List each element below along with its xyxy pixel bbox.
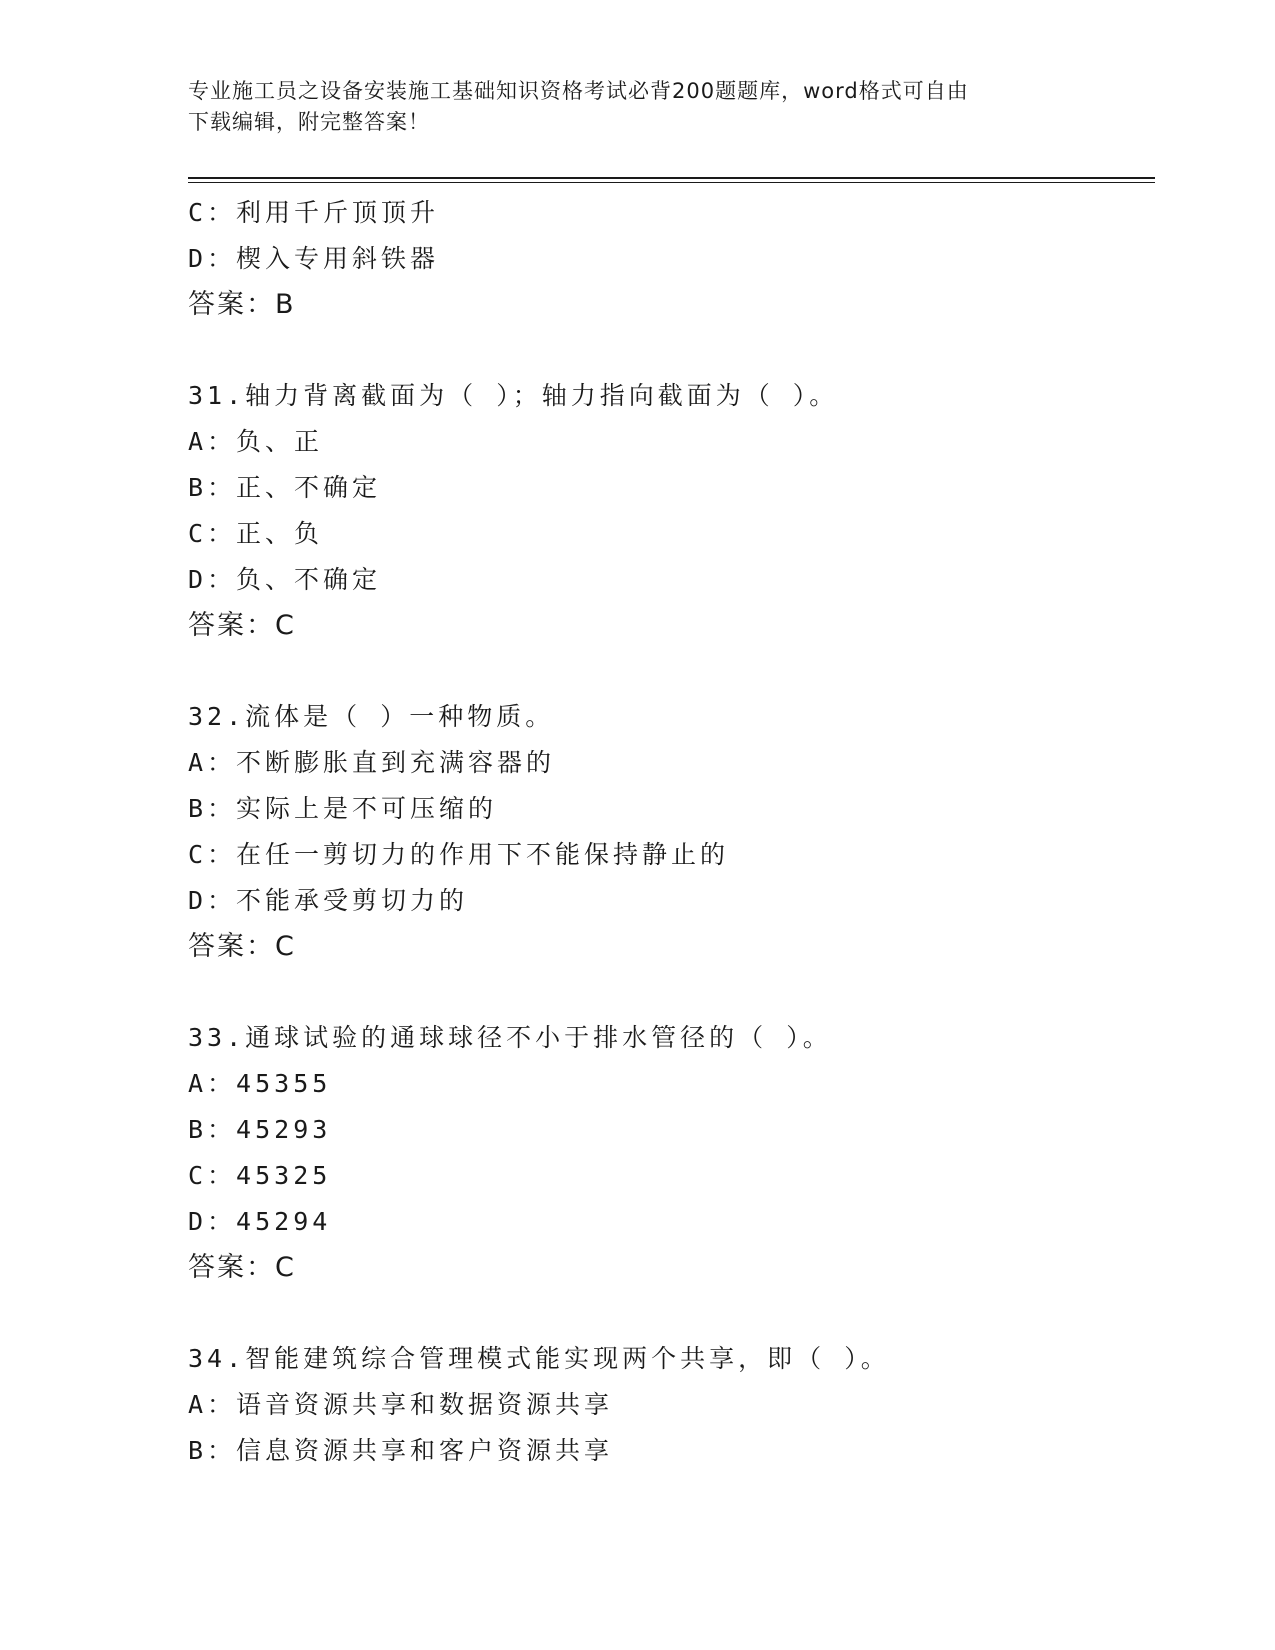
answer-line: 答案：C (188, 931, 296, 962)
answer-line: 答案：C (188, 1252, 296, 1283)
spacer (188, 1291, 1148, 1336)
option-a: A：不断膨胀直到充满容器的 (188, 748, 556, 777)
option-d: D：45294 (188, 1207, 332, 1236)
option-b: B：信息资源共享和客户资源共享 (188, 1436, 614, 1465)
answer-line: 答案：B (188, 289, 296, 320)
option-d: D：楔入专用斜铁器 (188, 244, 440, 273)
question-block-34 (188, 1336, 1148, 1474)
option-d: D：负、不确定 (188, 565, 382, 594)
spacer (188, 649, 1148, 694)
option-c: C：45325 (188, 1161, 332, 1190)
question-list (188, 190, 1148, 1474)
option-b: B：45293 (188, 1115, 332, 1144)
header-rule-thin (188, 182, 1155, 183)
question-block-33 (188, 1015, 1148, 1291)
question-stem: 33.通球试验的通球球径不小于排水管径的（ ）。 (188, 1023, 832, 1052)
option-b: B：正、不确定 (188, 473, 382, 502)
option-c: C：利用千斤顶顶升 (188, 198, 440, 227)
option-c: C：正、负 (188, 519, 324, 548)
spacer (188, 970, 1148, 1015)
option-a: A：语音资源共享和数据资源共享 (188, 1390, 614, 1419)
question-block-32 (188, 694, 1148, 970)
header-line-2: 下载编辑，附完整答案！ (188, 110, 430, 134)
question-block-30-tail (188, 190, 1148, 328)
option-c: C：在任一剪切力的作用下不能保持静止的 (188, 840, 730, 869)
spacer (188, 328, 1148, 373)
answer-line: 答案：C (188, 610, 296, 641)
question-stem: 31.轴力背离截面为（ ）；轴力指向截面为（ ）。 (188, 381, 839, 410)
option-b: B：实际上是不可压缩的 (188, 794, 498, 823)
document-header (188, 76, 1068, 138)
option-a: A：45355 (188, 1069, 332, 1098)
option-a: A：负、正 (188, 427, 324, 456)
option-d: D：不能承受剪切力的 (188, 886, 469, 915)
question-stem: 34.智能建筑综合管理模式能实现两个共享，即（ ）。 (188, 1344, 890, 1373)
header-line-1: 专业施工员之设备安装施工基础知识资格考试必背200题题库，word格式可自由 (188, 79, 969, 103)
question-stem: 32.流体是（ ）一种物质。 (188, 702, 555, 731)
header-rule-thick (188, 177, 1155, 179)
question-block-31 (188, 373, 1148, 649)
